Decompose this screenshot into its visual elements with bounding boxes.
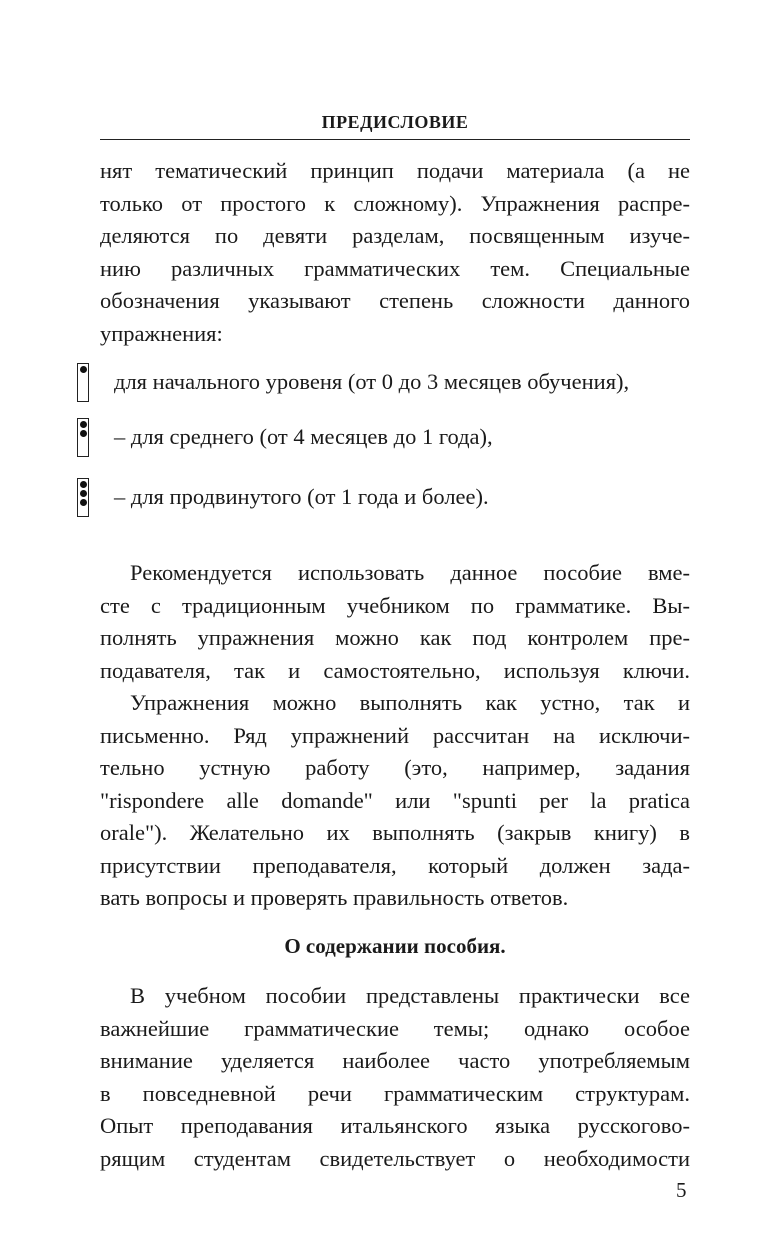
text-line: присутствии преподавателя, который должен зада-	[100, 852, 690, 878]
difficulty-level-item: – для среднего (от 4 месяцев до 1 года),	[114, 424, 493, 449]
section-heading: О содержании пособия.	[284, 934, 506, 958]
difficulty-level-item: для начального уровеня (от 0 до 3 месяцев обучения),	[114, 369, 630, 394]
difficulty-level-item: – для продвинутого (от 1 года и более).	[114, 484, 489, 509]
text-line: рящим студентам свидетельствует о необходимости	[100, 1145, 690, 1171]
text-line: в повседневной речи грамматическим структурам.	[100, 1080, 690, 1106]
text-line: вать вопросы и проверять правильность ответов.	[100, 885, 569, 910]
text-line: важнейшие грамматические темы; однако особое	[100, 1015, 690, 1041]
text-line: только от простого к сложному). Упражнения распре-	[100, 190, 690, 216]
text-line: письменно. Ряд упражнений рассчитан на исключи-	[100, 722, 690, 748]
text-line: Упражнения можно выполнять как устно, так и	[130, 690, 690, 715]
text-line: "rispondere alle domande" или "spunti per la pratica	[100, 787, 690, 813]
text-line: подавателя, так и самостоятельно, используя ключи.	[100, 657, 690, 683]
text-line: нию различных грамматических тем. Специальные	[100, 255, 690, 281]
running-header: ПРЕДИСЛОВИЕ	[321, 112, 469, 132]
level-dot	[80, 490, 87, 497]
level-dot	[80, 499, 87, 506]
one-dot-level-icon	[77, 363, 89, 402]
text-line: нят тематический принцип подачи материала (а не	[100, 158, 690, 183]
text-line: Рекомендуется использовать данное пособие вме-	[130, 560, 690, 585]
text-line: полнять упражнения можно как под контролем пре-	[100, 625, 690, 650]
text-line: упражнения:	[100, 320, 223, 346]
text-line: тельно устную работу (это, например, задания	[100, 755, 690, 780]
text-line: внимание уделяется наиболее часто употребляемым	[100, 1048, 690, 1073]
three-dot-level-icon	[77, 478, 89, 517]
text-line: обозначения указывают степень сложности данного	[100, 288, 690, 313]
page-number: 5	[676, 1178, 687, 1202]
level-dot	[80, 481, 87, 488]
header-rule	[100, 139, 690, 140]
level-dot	[80, 421, 87, 428]
text-line: деляются по девяти разделам, посвященным изуче-	[100, 223, 690, 248]
text-line: В учебном пособии представлены практически все	[130, 983, 690, 1008]
level-dot	[80, 366, 87, 373]
level-dot	[80, 430, 87, 437]
text-line: Опыт преподавания итальянского языка русскогово-	[100, 1113, 690, 1138]
text-line: orale"). Желательно их выполнять (закрыв книгу) в	[100, 820, 690, 845]
text-line: сте с традиционным учебником по грамматике. Вы-	[100, 592, 690, 618]
two-dot-level-icon	[77, 418, 89, 457]
